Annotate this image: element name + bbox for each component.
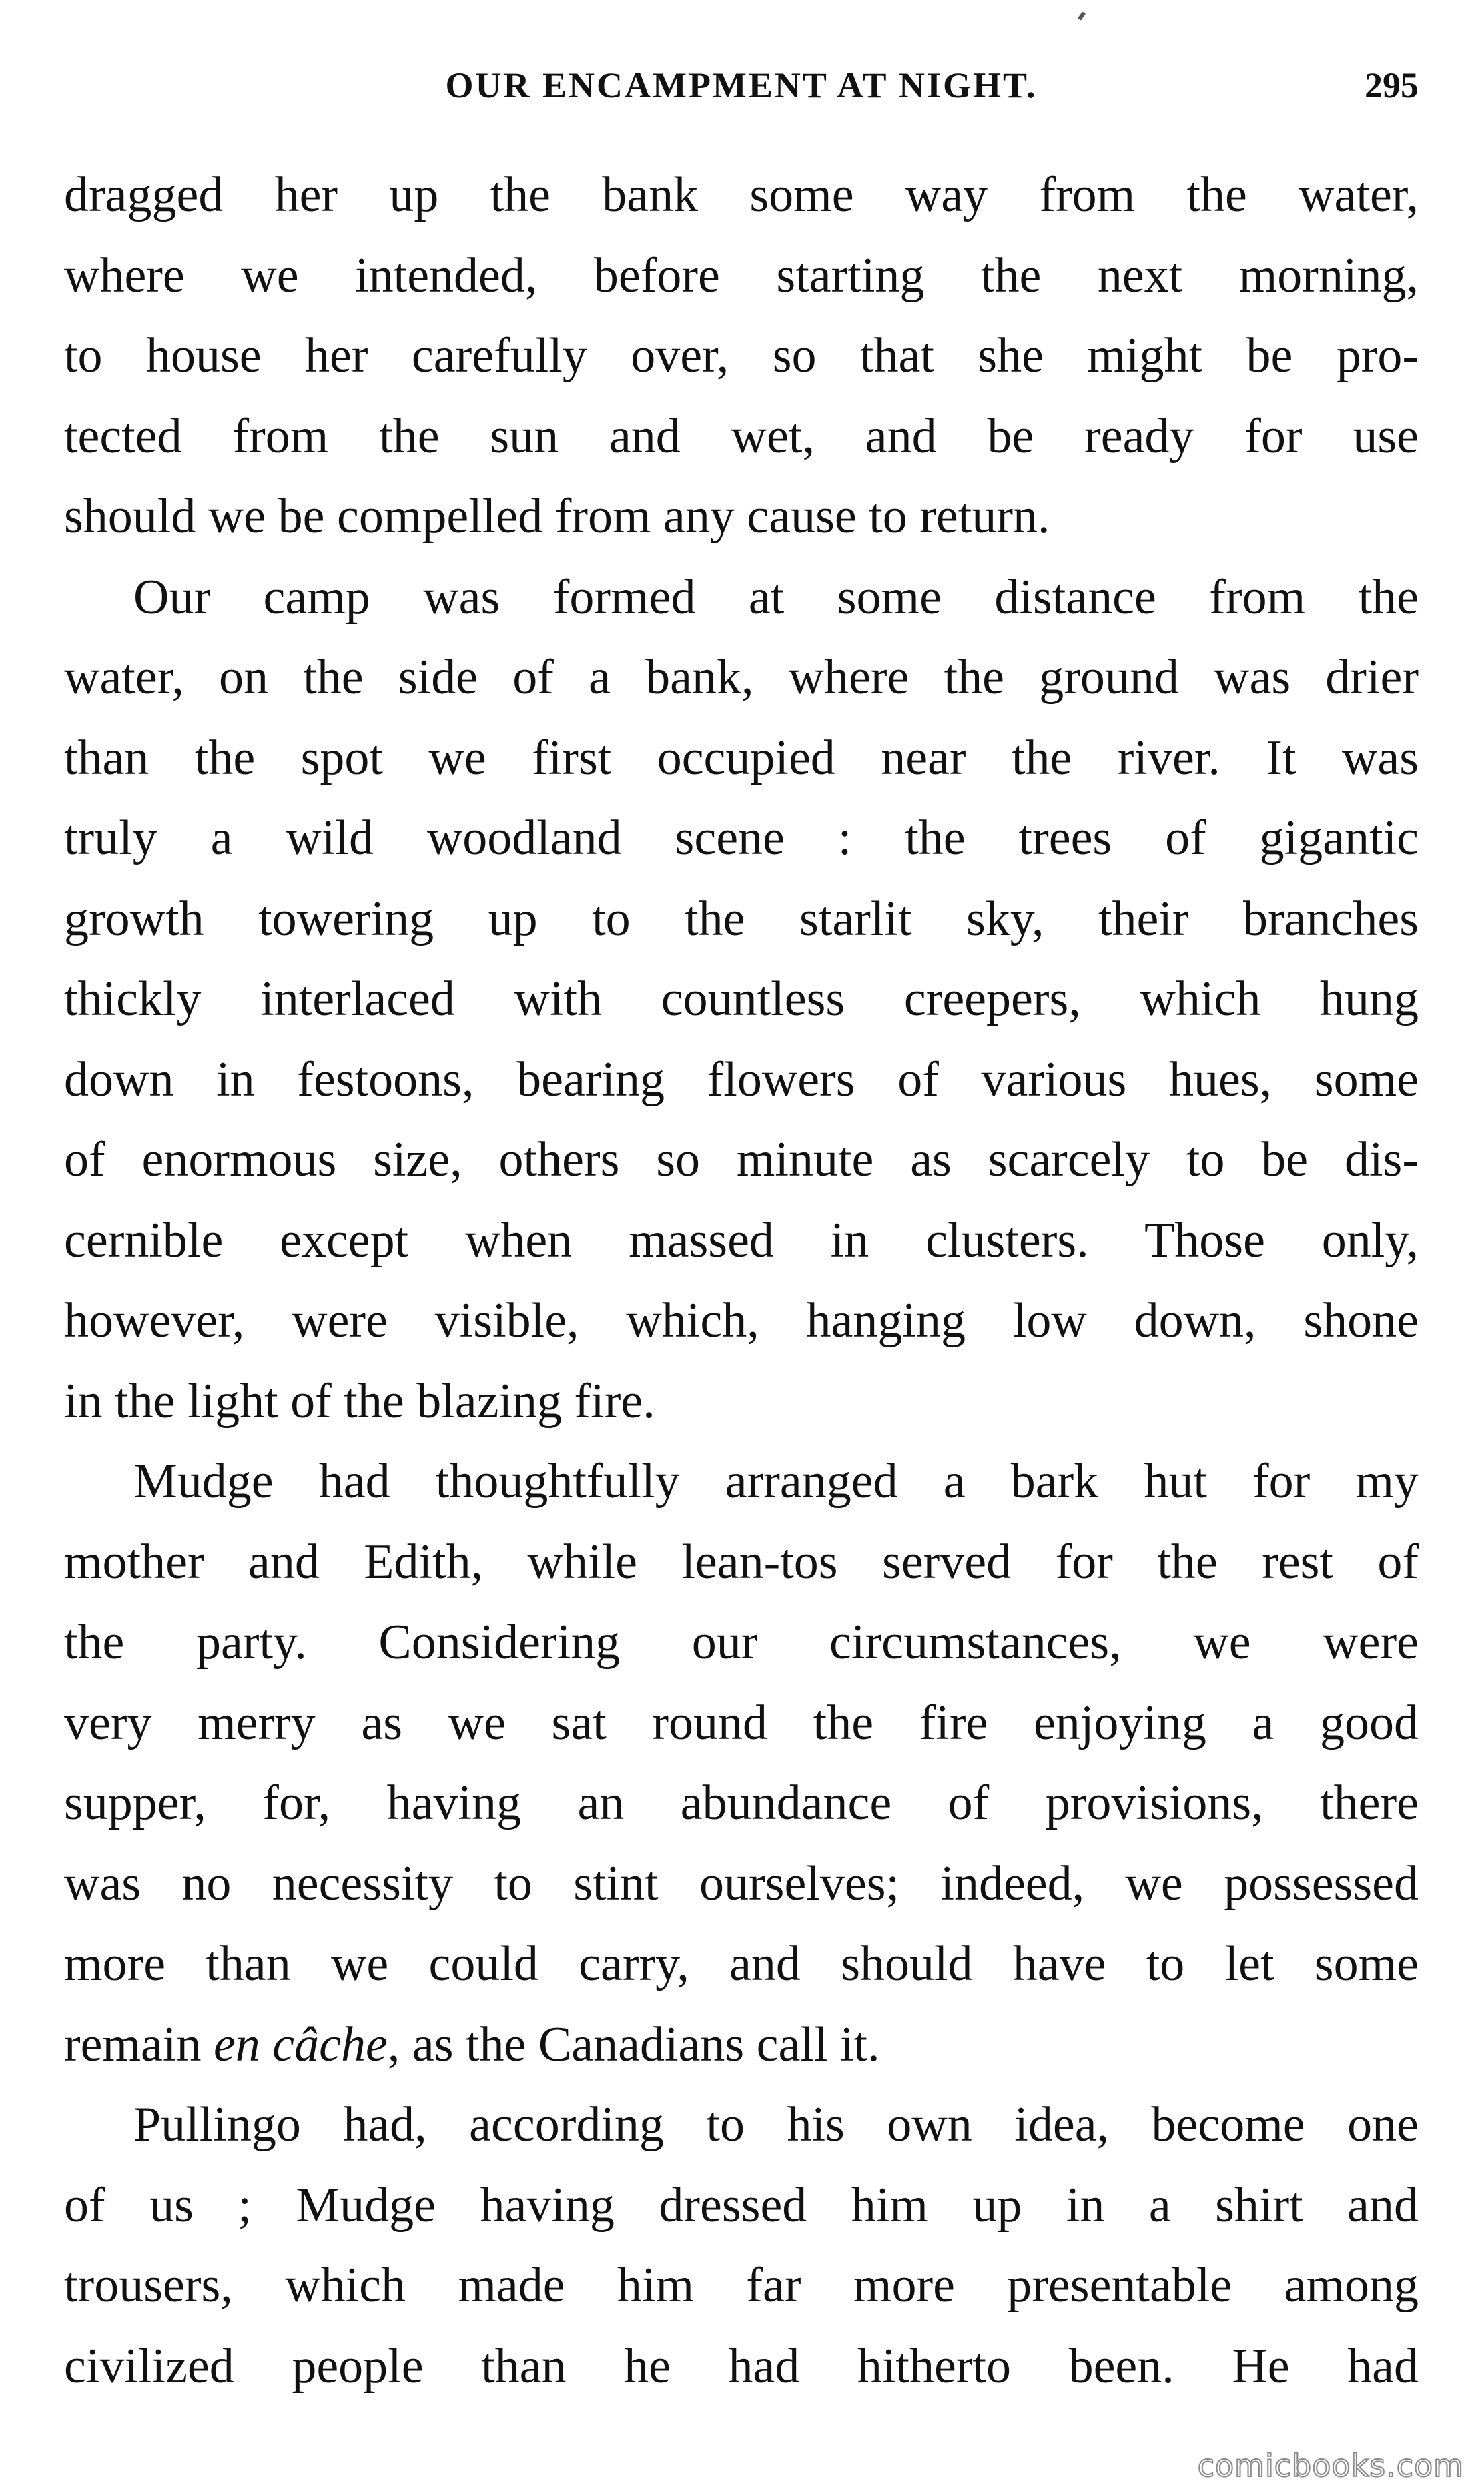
text-line: trousers, which made him far more presentable among bbox=[64, 2258, 1419, 2313]
watermark: comicbooks.com bbox=[1197, 2448, 1464, 2484]
text-line: growth towering up to the starlit sky, their branches bbox=[64, 891, 1419, 946]
text-line: of enormous size, others so minute as scarcely to be dis- bbox=[64, 1132, 1419, 1187]
text-line: tected from the sun and wet, and be ready for use bbox=[64, 408, 1419, 464]
text-line: civilized people than he had hitherto been. He had bbox=[64, 2338, 1419, 2394]
text-line bbox=[64, 2005, 1419, 2085]
text-line: Our camp was formed at some distance from the bbox=[133, 569, 1419, 625]
running-head: OUR ENCAMPMENT AT NIGHT. bbox=[445, 65, 1038, 105]
text-line: very merry as we sat round the fire enjoying a good bbox=[64, 1695, 1419, 1750]
text-line: more than we could carry, and should have to let some bbox=[64, 1936, 1419, 1991]
text-line: cernible except when massed in clusters. Those only, bbox=[64, 1212, 1419, 1268]
text-line: to house her carefully over, so that she might be pro- bbox=[64, 328, 1419, 383]
text-line: truly a wild woodland scene : the trees of gigantic bbox=[64, 811, 1419, 865]
text-line: than the spot we first occupied near the river. It was bbox=[64, 730, 1419, 785]
italic-phrase: en câche bbox=[213, 2017, 388, 2072]
page-header bbox=[64, 59, 1419, 112]
text-fragment: , as the Canadians call it. bbox=[387, 2017, 880, 2072]
text-line: however, were visible, which, hanging low down, shone bbox=[64, 1293, 1419, 1348]
text-line: the party. Considering our circumstances, we were bbox=[64, 1615, 1419, 1670]
text-fragment: remain bbox=[64, 2017, 214, 2072]
text-line: in the light of the blazing fire. bbox=[64, 1373, 655, 1429]
text-line: dragged her up the bank some way from the water, bbox=[64, 167, 1419, 222]
text-line: water, on the side of a bank, where the ground was drier bbox=[64, 650, 1419, 705]
text-line: should we be compelled from any cause to return. bbox=[64, 489, 1050, 544]
text-line: supper, for, having an abundance of provisions, there bbox=[64, 1776, 1419, 1830]
stray-mark bbox=[1078, 11, 1086, 20]
text-line: Pullingo had, according to his own idea, become one bbox=[133, 2097, 1419, 2152]
text-line: of us ; Mudge having dressed him up in a shirt and bbox=[64, 2177, 1419, 2233]
text-line: where we intended, before starting the next morning, bbox=[64, 248, 1419, 303]
text-line: mother and Edith, while lean-tos served for the rest of bbox=[64, 1534, 1419, 1589]
text-line: was no necessity to stint ourselves; indeed, we possessed bbox=[64, 1856, 1419, 1911]
page-number: 295 bbox=[1365, 65, 1419, 105]
text-line: down in festoons, bearing flowers of various hues, some bbox=[64, 1052, 1419, 1107]
text-line: thickly interlaced with countless creepers, which hung bbox=[64, 972, 1419, 1026]
text-line: Mudge had thoughtfully arranged a bark hut for my bbox=[133, 1454, 1419, 1509]
body-text bbox=[64, 155, 1419, 2406]
